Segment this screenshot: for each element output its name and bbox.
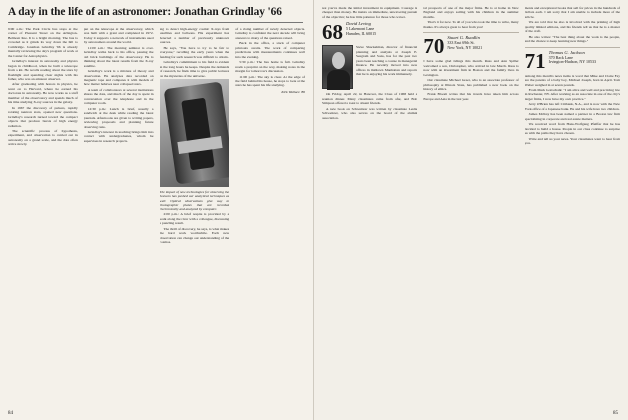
note-paragraph: ments and exceptional books that sell for prices in the hundreds of dollars each. I am sorry that I am unable to include more of the article.	[524, 6, 620, 19]
note-paragraph: not you've made the initial investment in equipment. Courage is cheaper than money. He insists on immediate, unwavering pursuit of the objective; he has little patience for those who waver.	[322, 6, 418, 19]
article-paragraph: 11:00 a.m.: The morning seminar is over. Grindlay walks back to his office, passing the old brick buildings of the observatory. He is thinking about the latest results from the X-ray satellite.	[83, 45, 154, 68]
article-paragraph: ing to detect high-energy cosmic X-rays from satellites and balloons. His experiment has detected a number of previously unknown sources.	[159, 27, 230, 45]
portrait-face-shape	[332, 52, 345, 69]
secretary-address-line: New York, NY 10021	[447, 45, 483, 51]
article-column-1	[8, 27, 78, 406]
article-paragraph: A team of collaborators at several institutions shares the data, and much of the day is spent in conversation over the telephone and in the computer room.	[83, 87, 154, 106]
note-paragraph: tal prospects of one of the major firms. He is at home in New England and enjoys sailing with his children in the summer months.	[423, 6, 519, 19]
portrait-photo	[322, 45, 353, 89]
note-paragraph: He also writes: "The best thing about the work is the people, and the chance to keep learning new things."	[524, 34, 620, 44]
note-paragraph: That's it for now. To all of you who took the time to write, many thanks. It's always great to hear from you!	[423, 20, 519, 29]
article-paragraph: After graduating with honors in physics, he went on to Harvard, where he earned his doctorate in astronomy. He now works as a staff member of the observatory and spends much of his time studying X-ray sources in the galaxy.	[8, 82, 78, 105]
note-paragraph: Steve Shackelman, director of financial planning and analysis at Joseph E. Seagram and Sons, has for the past two years been teaching a course in managerial finance. He recently moved into new offices in midtown Manhattan and reports that he is enjoying his work immensely.	[356, 45, 418, 77]
article-paragraph: Back in the office, a stack of computer printouts awaits. The work of comparing predictions with measurements continues well into the evening.	[235, 41, 305, 59]
secretary-address-line: Hamden, IL 60015	[346, 31, 377, 37]
telescope-photo	[160, 79, 230, 187]
article-paragraph: The scientific process of hypothesis, experiment, and observation is carried out in astronomy on a grand scale, and the data often arrive slowly.	[8, 128, 78, 147]
article-column-3	[160, 27, 230, 406]
note-paragraph: We are told that he also is involved with the printing of high quality limited editions, and his friends tell us that he is a master of the craft.	[524, 20, 620, 34]
note-paragraph: Jerry O'Brien has left Citibank, N.A., and is now with the New York office of a Japanese bank. He and his wife have two children.	[524, 102, 620, 111]
secretary-address-line: Irvington-Hudson, NY 10533	[548, 59, 596, 65]
class-secretary-71	[549, 51, 596, 66]
article-paragraph: 12:30 p.m.: Lunch is brief, usually a sandwich at the desk while reading the latest journals. Afternoons are given to writing papers, reviewing proposals and planning future observing runs.	[83, 106, 154, 129]
article-paragraph: Grindlay's interest in astronomy and physics began in childhood, when he built a telescope from a kit. He recalls reading about the stars by flashlight and spending clear nights with his father, who was an amateur observer.	[8, 59, 78, 81]
article-paragraph: put on the telescope at the observatory, which was built with a grant and completed in 1972. Today it supports a network of instruments used by astronomers around the world.	[83, 27, 154, 45]
class-notes-columns	[322, 6, 620, 406]
note-paragraph: On Friday, April 22, in Hanover, the Class of 1968 held a reunion dinner. Many classmates came from afar, and Bob Simpson offered a toast to absent friends.	[322, 92, 418, 106]
photo-caption: The impact of new technologies for observing the heavens has pushed our analytical techniques as well. Optical observations give way to photographic plates that are recorded electronically and analyzed by computer.	[159, 189, 230, 212]
note-paragraph: From Mark Gottschalk: "I am alive and well and practicing law in Rochester, NY. After working as an associate in one of the city's larger firms, I now have my own practice."	[524, 87, 620, 101]
class-notes-column-3	[525, 6, 620, 406]
secretary-address-line: 333 East 69th St.	[447, 40, 475, 46]
article-paragraph: He says, "You have to try to be fair to everyone," recalling the early years when the funding for such research was difficult to obtain.	[159, 45, 230, 59]
article-paragraph: of a rising number of newly detected objects. Grindlay is confident the next decade will bring answers to many of the questions raised.	[235, 27, 305, 40]
article-column-2	[84, 27, 154, 406]
article-headline: A day in the life of an astronomer: Jonathan Grindlay '66	[8, 6, 282, 18]
page-number-left: 84	[8, 411, 13, 416]
note-paragraph: A new book on Schweitzer was written by classmate Leslie Schweitzer, who also serves on the board of the alumni association.	[322, 106, 418, 120]
class-notes-column-2	[423, 6, 518, 406]
note-paragraph: I have some glad tidings this month. Russ and Ann Spiller welcomed a son, Christopher, who arrived in late March. Russ is now with an investment firm in Boston and the family lives in Lexington.	[423, 59, 519, 77]
note-paragraph: Our classmate Michael Greer, who is an associate professor of philosophy at Illinois State, has published a new book on the history of ethics.	[423, 78, 519, 91]
note-paragraph: Frank Bloom writes that his travels have taken him across Europe and Asia in the last year.	[423, 92, 519, 101]
divider	[525, 47, 620, 48]
secretary-name: David Leving	[346, 21, 371, 27]
article-paragraph: 2:00 p.m.: A brief respite is provided by a walk along the river with a colleague, discussing a puzzling result.	[159, 212, 230, 226]
article-columns	[8, 27, 305, 406]
note-paragraph: We received word from Hans-Wolfgang Pfeiffer that he has decided to build a house. People in our class continue to surprise us with the paths they have chosen.	[524, 122, 620, 136]
headline-rule	[8, 22, 303, 23]
article-paragraph: Grindlay's commitment to his field is evident in the long hours he keeps. Despite the demands of research, he finds time to give public lectures on the mysteries of the universe.	[159, 60, 230, 78]
article-paragraph: 9:00 a.m.: The Park Circle bus stops at the corner of Pleasant Street on the Arlington-Belmont line. It is a bright morning. The bus is crowded as it grinds its way down the hill to Cambridge. Jonathan Grindlay '66 is already mentally reviewing the day's program of work at the Center for Astrophysics.	[8, 27, 78, 58]
class-year-68: 68	[322, 20, 343, 45]
note-paragraph: James McKay has been named a partner in a Boston law firm specializing in corporate and real estate matters.	[524, 112, 620, 121]
class-secretary-70	[447, 36, 482, 51]
article-paragraph: In 1967 the discovery of pulsars, rapidly rotating neutron stars, opened new questions. Grindlay's research turned toward the compact objects that produce bursts of high energy radiation.	[8, 105, 78, 128]
right-page	[314, 0, 628, 420]
class-year-71: 71	[524, 48, 546, 73]
class-secretary-68	[346, 22, 376, 37]
page-number-right: 85	[613, 411, 618, 416]
secretary-address-line: 370 Back Lane	[548, 54, 573, 60]
secretary-address-line: 5 Lakemont Lane	[346, 26, 375, 32]
article-paragraph: 5:30 p.m.: The bus home is full. Grindlay reads a preprint on the way, making notes in the margin for tomorrow's discussion.	[235, 60, 305, 74]
divider	[423, 32, 518, 33]
article-byline: Kirk Wallace '86	[281, 89, 305, 94]
class-70-header	[423, 34, 518, 59]
portrait-body-shape	[327, 70, 350, 90]
class-year-70: 70	[423, 34, 445, 59]
secretary-name: Thomas G. Jackson	[548, 49, 585, 55]
class-68-header	[322, 20, 417, 45]
article-paragraph: Grindlay's work is a mixture of theory and observation. He analyzes data recorded on magnetic tape and compares it with models of how matter behaves near collapsed stars.	[83, 69, 154, 87]
class-71-header	[524, 48, 620, 73]
note-paragraph: Write and tell us your news. Your classmates want to hear from you.	[524, 136, 620, 145]
article-paragraph: Grindlay's interest in teaching brings him into contact with undergraduates, whom he supervises in research projects.	[83, 129, 154, 143]
note-paragraph: Among this month's news items is word that Mike and Claire Fay are the parents of a baby boy, Michael Joseph, born in April. Tom Weber weighed in at seven pounds.	[524, 73, 620, 87]
secretary-name: Stuart G. Ruadlin	[447, 35, 480, 41]
portrait-row	[322, 45, 417, 89]
article-column-4	[235, 27, 305, 406]
class-notes-column-1	[322, 6, 417, 406]
article-paragraph: 11:00 p.m.: The sky is clear. At the edge of the field behind his house, he stops to look at the stars he has spent his life studying.	[235, 74, 305, 88]
article-paragraph: The thrill of discovery, he says, is what makes the hard work worthwhile. Each new observation can change our understanding of the cosmos.	[159, 226, 230, 245]
